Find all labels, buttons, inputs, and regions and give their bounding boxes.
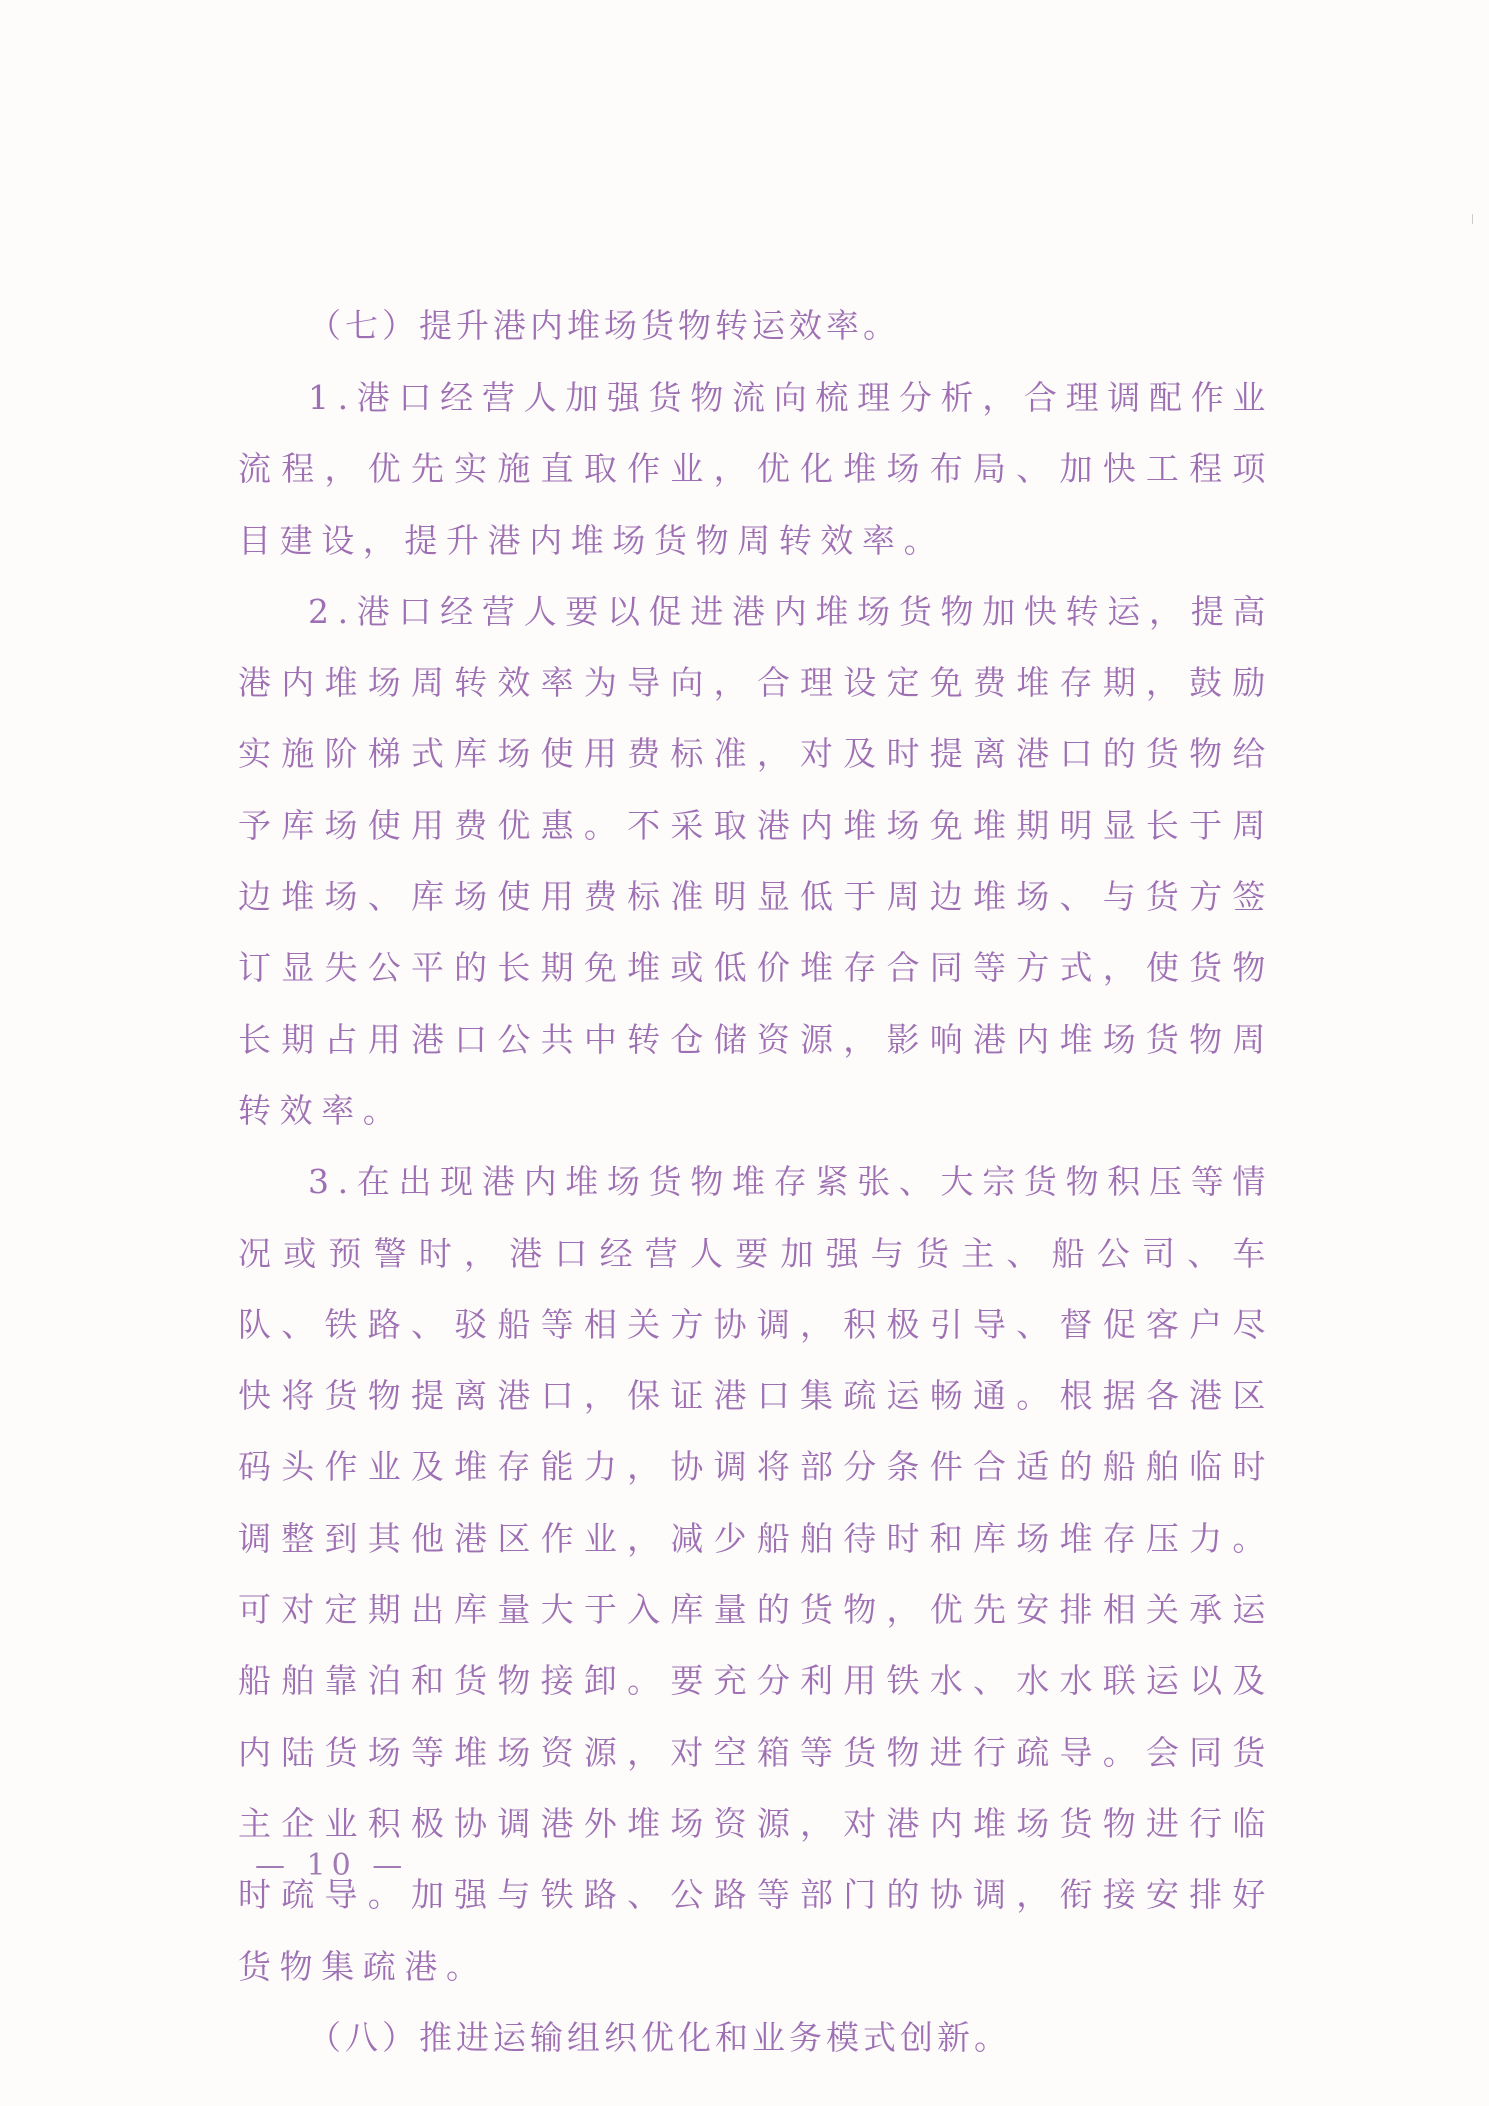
scan-mark — [1472, 214, 1473, 224]
paragraph-1: 1.港口经营人加强货物流向梳理分析，合理调配作业流程，优先实施直取作业，优化堆场布局、加快工程项目建设，提升港内堆场货物周转效率。 — [238, 378, 1274, 560]
section-7-heading: （七）提升港内堆场货物转运效率。 — [308, 306, 900, 345]
paragraph-2: 2.港口经营人要以促进港内堆场货物加快转运，提高港内堆场周转效率为导向，合理设定免费堆存期，鼓励实施阶梯式库场使用费标准，对及时提离港口的货物给予库场使用费优惠。不采取港内堆场免堆期明显长于周边堆场、库场使用费标准明显低于周边堆场、与货方签订显失公平的长期免堆或低价堆存合同等方式，使货物长期占用港口公共中转仓储资源，影响港内堆场货物周转效率。 — [238, 591, 1274, 1130]
paragraph-3: 3.在出现港内堆场货物堆存紧张、大宗货物积压等情况或预警时，港口经营人要加强与货主、船公司、车队、铁路、驳船等相关方协调，积极引导、督促客户尽快将货物提离港口，保证港口集疏运畅通。根据各港区码头作业及堆存能力，协调将部分条件合适的船舶临时调整到其他港区作业，减少船舶待时和库场堆存压力。可对定期出库量大于入库量的货物，优先安排相关承运船舶靠泊和货物接卸。要充分利用铁水、水水联运以及内陆货场等堆场资源，对空箱等货物进行疏导。会同货主企业积极协调港外堆场资源，对港内堆场货物进行临时疏导。加强与铁路、公路等部门的协调，衔接安排好货物集疏港。 — [238, 1162, 1274, 1986]
page-number: — 10 — — [255, 1848, 409, 1883]
document-body — [238, 290, 1274, 2074]
section-8-heading: （八）推进运输组织优化和业务模式创新。 — [308, 2017, 1011, 2057]
